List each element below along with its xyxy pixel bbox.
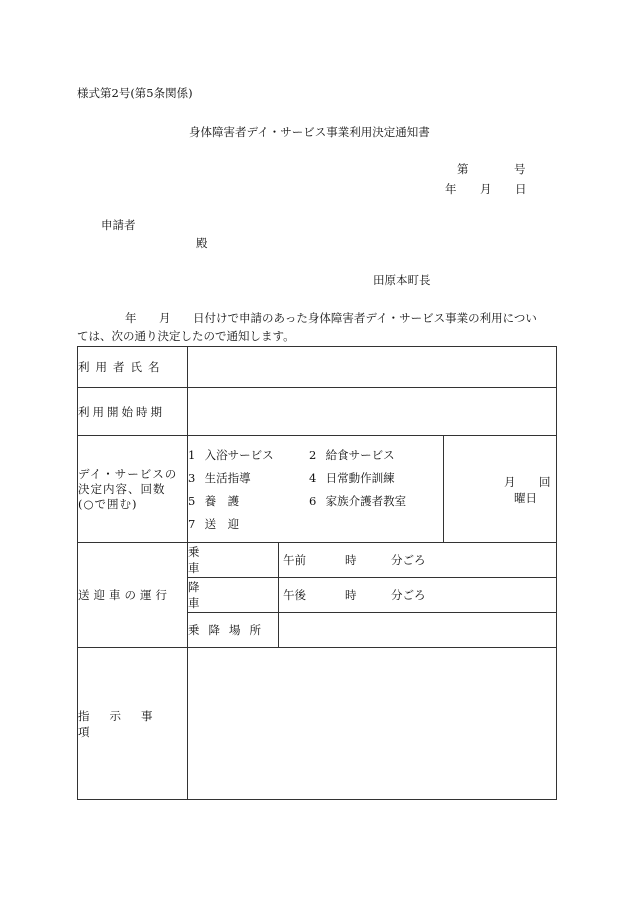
service-option[interactable]: 養 護 [204, 493, 240, 508]
decision-table [77, 346, 557, 800]
service-num: 5 [188, 493, 196, 508]
service-option[interactable]: 入浴サービス [204, 447, 274, 462]
board-approx: 分ごろ [391, 553, 426, 567]
body-year: 年 [125, 311, 137, 325]
service-row [188, 489, 443, 512]
row-user-name [78, 347, 557, 388]
user-name-value[interactable] [188, 347, 557, 388]
service-row [188, 466, 443, 489]
service-options [188, 436, 444, 543]
board-time-cell[interactable] [279, 543, 557, 578]
alight-time-cell[interactable] [279, 578, 557, 613]
document-title: 身体障害者デイ・サービス事業利用決定通知書 [189, 125, 430, 139]
alight-pm: 午後 [283, 588, 306, 602]
service-num: 4 [309, 470, 317, 485]
date-day: 日 [515, 182, 527, 196]
honorific: 殿 [196, 236, 208, 250]
alight-label-cell [188, 578, 279, 613]
user-name-label: 利用者氏名 [78, 360, 166, 374]
date-month: 月 [480, 182, 492, 196]
transport-label: 送迎車の運行 [78, 588, 171, 602]
alight-approx: 分ごろ [391, 588, 426, 602]
board-label: 乗車 [188, 545, 254, 575]
service-option[interactable]: 家族介護者教室 [325, 493, 407, 508]
frequency-times: 回 [539, 475, 551, 489]
date-year: 年 [445, 182, 457, 196]
service-row [188, 443, 443, 466]
instructions-label: 指示事項 [78, 708, 173, 739]
service-option[interactable]: 送 迎 [204, 516, 240, 531]
frequency-month: 月 [504, 475, 516, 489]
transport-label-cell [78, 543, 188, 648]
body-line1: 日付けで申請のあった身体障害者デイ・サービス事業の利用につい [193, 311, 537, 325]
service-num: 3 [188, 470, 196, 485]
row-instructions [78, 648, 557, 800]
start-label-cell [78, 388, 188, 436]
frequency-weekday: 曜日 [514, 491, 537, 505]
doc-no-suffix: 号 [514, 162, 526, 176]
instructions-value[interactable] [188, 648, 557, 800]
board-label-cell [188, 543, 279, 578]
instructions-label-cell [78, 648, 188, 800]
service-option[interactable]: 生活指導 [204, 470, 251, 485]
board-am: 午前 [283, 553, 306, 567]
doc-no-prefix: 第 [457, 162, 469, 176]
start-label: 利用開始時期 [78, 404, 165, 419]
body-line2: ては、次の通り決定したので通知します。 [77, 329, 295, 343]
decision-label-line-3: (○で囲む) [78, 496, 138, 511]
issuer: 田原本町長 [373, 273, 431, 287]
frequency-cell[interactable] [444, 436, 557, 543]
body-month: 月 [159, 311, 171, 325]
alight-hour: 時 [345, 588, 357, 602]
alight-label: 降車 [188, 580, 254, 610]
service-row [188, 512, 443, 535]
service-option[interactable]: 日常動作訓練 [325, 470, 395, 485]
board-hour: 時 [345, 553, 357, 567]
form-number: 様式第2号(第5条関係) [77, 86, 193, 100]
row-start-date [78, 388, 557, 436]
decision-label-line-1: デイ・サービスの [78, 466, 178, 481]
place-label-cell [188, 613, 279, 648]
row-decision [78, 436, 557, 543]
decision-label-cell [78, 436, 188, 543]
service-num: 7 [188, 516, 196, 531]
service-num: 2 [309, 447, 317, 462]
place-label: 乗降場所 [188, 623, 270, 637]
decision-label-line-2: 決定内容、回数 [78, 481, 166, 496]
applicant-label: 申請者 [101, 218, 136, 232]
start-value[interactable] [188, 388, 557, 436]
service-option[interactable]: 給食サービス [325, 447, 395, 462]
row-board [78, 543, 557, 578]
user-name-label-cell [78, 347, 188, 388]
service-num: 1 [188, 447, 196, 462]
place-value[interactable] [279, 613, 557, 648]
service-num: 6 [309, 493, 317, 508]
